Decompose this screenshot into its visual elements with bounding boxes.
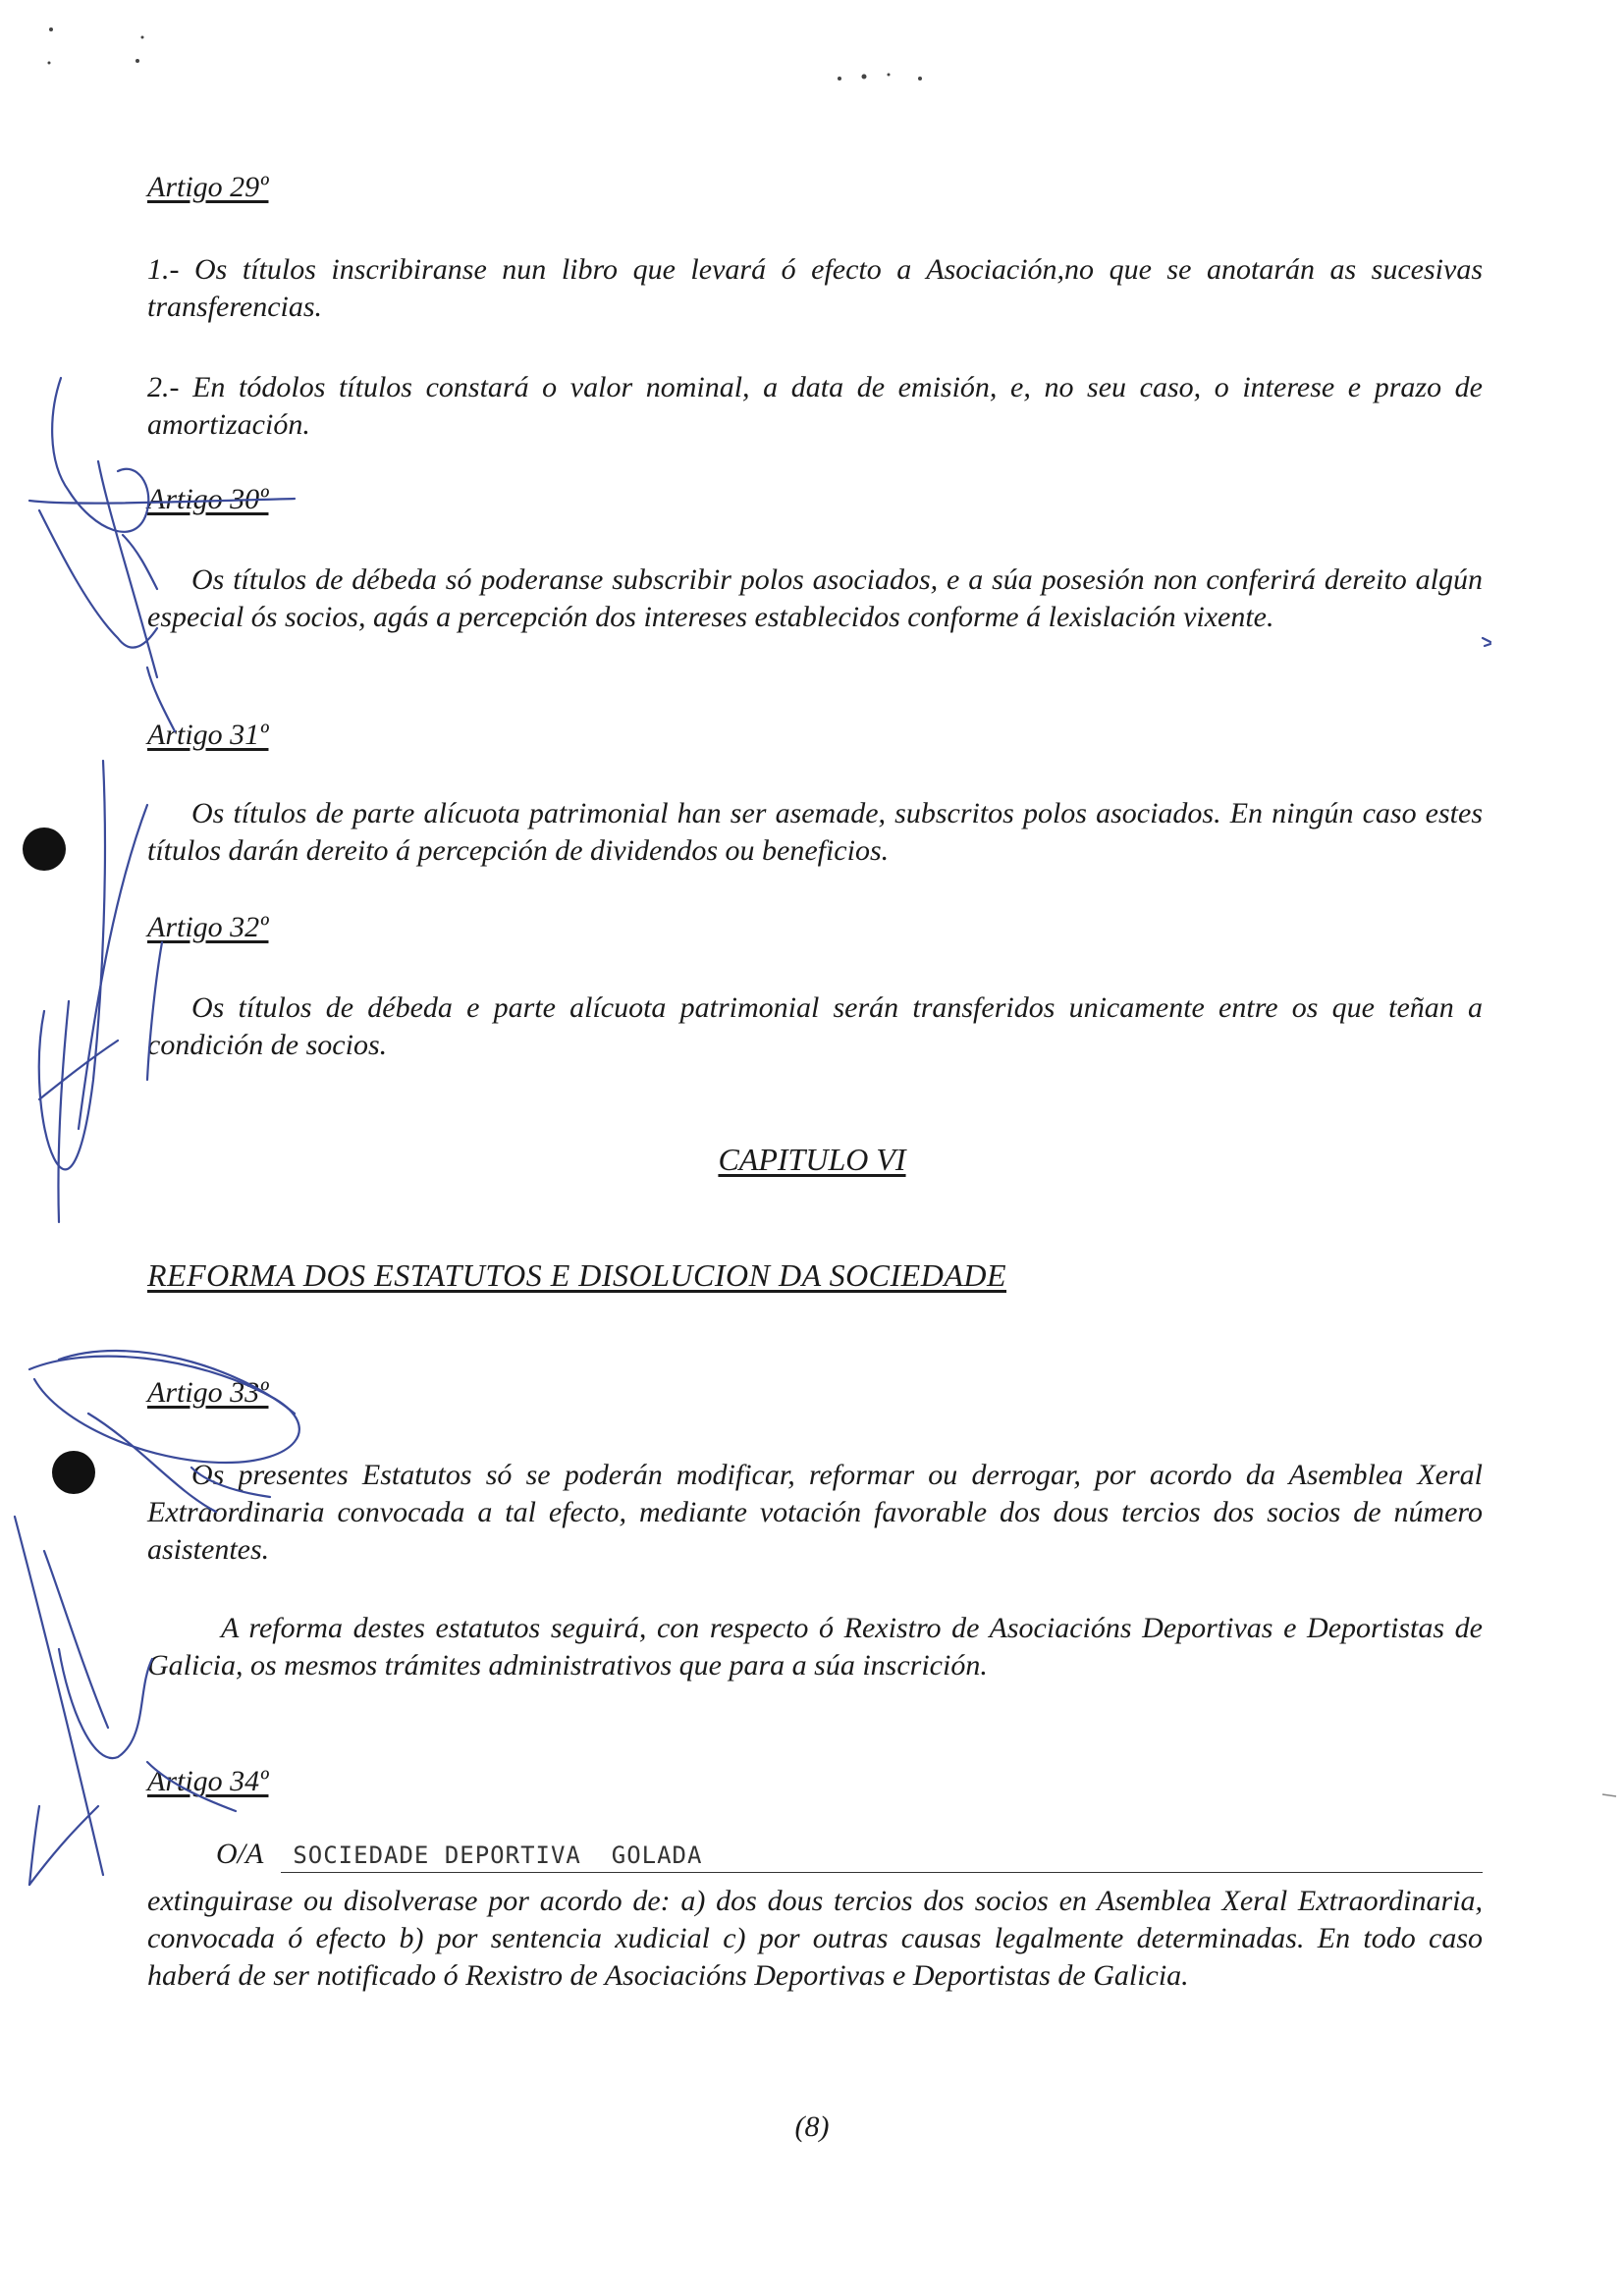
article-30-paragraph-1: Os títulos de débeda só poderanse subscribir polos asociados, e a súa posesión non conferirá dereito algún especial ós socios, agás a percepción dos intereses establecidos conforme á lexislación vixente. bbox=[147, 563, 1483, 633]
page-number: (8) bbox=[794, 2110, 830, 2143]
chapter-title: REFORMA DOS ESTATUTOS E DISOLUCION DA SOCIEDADE bbox=[147, 1257, 1007, 1293]
article-33-paragraph-2: A reforma destes estatutos seguirá, con respecto ó Rexistro de Asociacións Deportivas e Deportistas de Galicia, os mesmos trámites administrativos que para a súa inscrición. bbox=[147, 1612, 1483, 1682]
article-32-paragraph-1: Os títulos de débeda e parte alícuota patrimonial serán transferidos unicamente entre os que teñan a condición de socios. bbox=[147, 991, 1483, 1061]
article-33-paragraph-1: Os presentes Estatutos só se poderán modificar, reformar ou derrogar, por acordo da Asemblea Xeral Extraordinaria convocada a tal efecto, mediante votación favorable dos dous tercios dos socios de número asistentes. bbox=[147, 1459, 1483, 1566]
article-30-heading: Artigo 30º bbox=[147, 483, 269, 515]
article-29-paragraph-2: 2.- En tódolos títulos constará o valor nominal, a data de emisión, e, no seu caso, o interese e prazo de amortización. bbox=[147, 371, 1483, 441]
chapter-number: CAPITULO VI bbox=[718, 1142, 906, 1177]
punch-hole-dot-upper bbox=[23, 828, 66, 871]
article-33-heading: Artigo 33º bbox=[147, 1376, 269, 1409]
article-29-paragraph-1: 1.- Os títulos inscribiranse nun libro que levará ó efecto a Asociación,no que se anotarán as sucesivas transferencias. bbox=[147, 253, 1483, 323]
edge-speck bbox=[1602, 1794, 1616, 1796]
article-29-heading: Artigo 29º bbox=[147, 171, 269, 203]
article-31-paragraph-1: Os títulos de parte alícuota patrimonial han ser asemade, subscritos polos asociados. En ningún caso estes títulos darán dereito á percepción de dividendos ou beneficios. bbox=[147, 797, 1483, 867]
article-34-heading: Artigo 34º bbox=[147, 1765, 269, 1797]
entity-fill-row bbox=[147, 1836, 1483, 1873]
article-31-heading: Artigo 31º bbox=[147, 719, 269, 751]
punch-hole-dot-lower bbox=[52, 1451, 95, 1494]
scan-specks bbox=[48, 27, 923, 80]
article-34-paragraph-1: extinguirase ou disolverase por acordo de: a) dos dous tercios dos socios en Asemblea Xeral Extraordinaria, convocada ó efecto b) por sentencia xudicial c) por outras causas legalmente determinadas. En todo caso haberá de ser notificado ó Rexistro de Asociacións Deportivas e Deportistas de Galicia. bbox=[147, 1885, 1483, 1992]
article-32-heading: Artigo 32º bbox=[147, 911, 269, 943]
entity-name-field: SOCIEDADE DEPORTIVA GOLADA bbox=[281, 1839, 1483, 1873]
entity-label: O/A bbox=[216, 1838, 264, 1870]
